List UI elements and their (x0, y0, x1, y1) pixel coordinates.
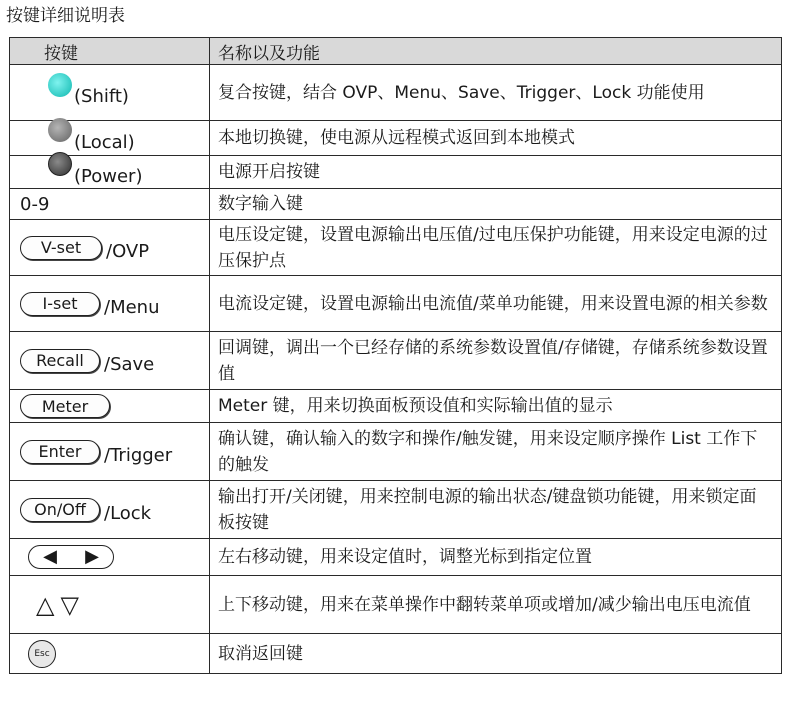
desc-cell: 电流设定键，设置电源输出电流值/菜单功能键，用来设置电源的相关参数 (210, 276, 782, 332)
table-row (10, 576, 782, 634)
table-row (10, 121, 782, 156)
desc-cell: 上下移动键，用来在菜单操作中翻转菜单项或增加/减少输出电压电流值 (210, 576, 782, 634)
key-suffix: /Menu (104, 297, 160, 318)
desc-cell: 电压设定键，设置电源输出电压值/过电压保护功能键，用来设定电源的过压保护点 (210, 220, 782, 276)
right-triangle-icon: ▶ (85, 546, 99, 567)
key-cell (10, 276, 210, 332)
desc-cell: 回调键，调出一个已经存储的系统参数设置值/存储键，存储系统参数设置值 (210, 332, 782, 390)
page-title: 按键详细说明表 (6, 6, 125, 26)
table-row (10, 189, 782, 220)
table-header (10, 38, 782, 65)
key-cell (10, 634, 210, 674)
enter-key: Enter (20, 440, 100, 464)
desc-cell: 复合按键，结合 OVP、Menu、Save、Trigger、Lock 功能使用 (210, 65, 782, 121)
left-right-arrow-key-icon (28, 545, 114, 569)
desc-cell: 电源开启按键 (210, 156, 782, 189)
desc-cell: 输出打开/关闭键，用来控制电源的输出状态/键盘锁功能键，用来锁定面板按键 (210, 481, 782, 539)
table-row (10, 390, 782, 423)
up-down-triangle-icon: △▽ (36, 590, 85, 619)
key-cell (10, 332, 210, 390)
key-cell (10, 390, 210, 423)
table-row (10, 156, 782, 189)
key-cell: 0-9 (10, 189, 210, 220)
dark-led-icon (48, 152, 72, 176)
header-key: 按键 (10, 38, 210, 65)
key-table (9, 37, 782, 674)
onoff-key: On/Off (20, 498, 100, 522)
desc-cell: 本地切换键，使电源从远程模式返回到本地模式 (210, 121, 782, 156)
key-cell (10, 220, 210, 276)
key-cell (10, 423, 210, 481)
desc-cell: 数字输入键 (210, 189, 782, 220)
esc-round-key-icon: Esc (28, 640, 56, 668)
key-cell (10, 65, 210, 121)
table-row (10, 423, 782, 481)
left-triangle-icon: ◀ (43, 546, 57, 567)
key-label: (Local) (74, 131, 135, 153)
vset-key: V-set (20, 236, 102, 260)
desc-cell: 确认键，确认输入的数字和操作/触发键，用来设定顺序操作 List 工作下的触发 (210, 423, 782, 481)
table-row (10, 539, 782, 576)
table-row (10, 65, 782, 121)
gray-led-icon (48, 118, 72, 142)
key-suffix: /Save (104, 354, 155, 375)
desc-cell: 左右移动键，用来设定值时，调整光标到指定位置 (210, 539, 782, 576)
table-row (10, 332, 782, 390)
table-row (10, 481, 782, 539)
table-row (10, 220, 782, 276)
table-row (10, 276, 782, 332)
desc-cell: Meter 键，用来切换面板预设值和实际输出值的显示 (210, 390, 782, 423)
key-cell (10, 539, 210, 576)
desc-cell: 取消返回键 (210, 634, 782, 674)
header-function: 名称以及功能 (210, 38, 782, 65)
key-cell (10, 121, 210, 156)
key-label: (Shift) (74, 86, 129, 107)
recall-key: Recall (20, 349, 100, 373)
table-row (10, 634, 782, 674)
key-cell (10, 481, 210, 539)
iset-key: I-set (20, 292, 100, 316)
key-cell (10, 156, 210, 189)
cyan-led-icon (48, 73, 72, 97)
key-suffix: /Lock (104, 503, 152, 524)
meter-key: Meter (20, 394, 110, 418)
key-label: (Power) (74, 165, 143, 187)
key-suffix: /OVP (106, 241, 150, 262)
key-suffix: /Trigger (104, 445, 173, 466)
key-cell (10, 576, 210, 634)
